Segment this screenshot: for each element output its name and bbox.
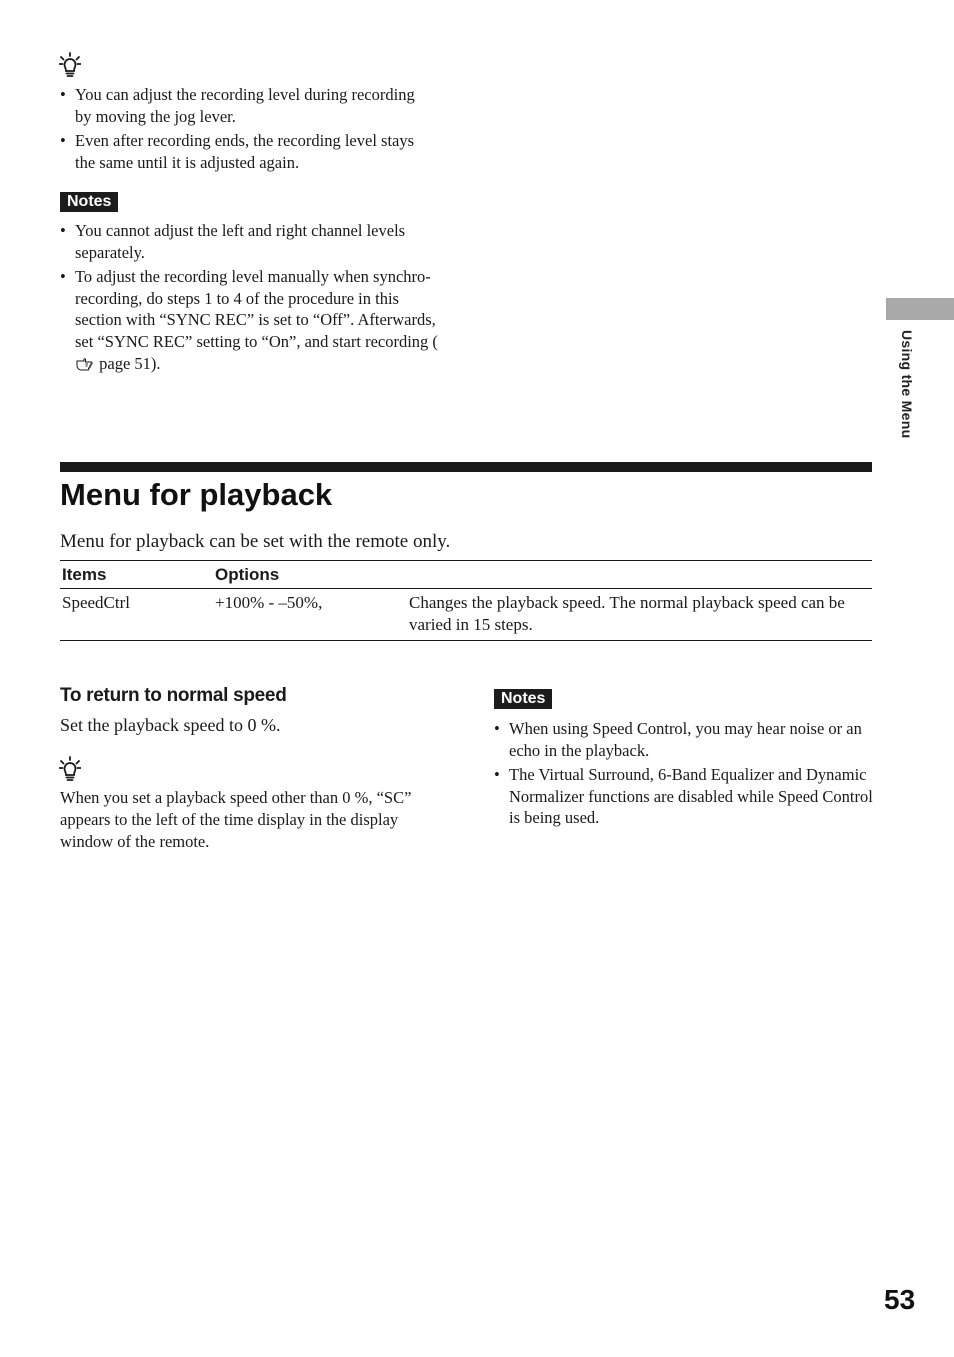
table-row xyxy=(60,589,872,641)
top-tip-list xyxy=(60,84,430,176)
note-item-text: page 51). xyxy=(95,353,161,373)
section-intro: Menu for playback can be set with the remote only. xyxy=(60,531,451,552)
lightbulb-icon xyxy=(59,756,81,782)
right-notes-list xyxy=(494,718,874,832)
note-item xyxy=(60,266,438,374)
table-cell-description: Changes the playback speed. The normal playback speed can be varied in 15 steps. xyxy=(407,589,872,641)
tip-item: • You can adjust the recording level during recording by moving the jog lever. xyxy=(60,84,430,127)
note-item: • You cannot adjust the left and right channel levels separately. xyxy=(60,220,438,263)
playback-menu-table xyxy=(60,560,872,641)
section-title: Menu for playback xyxy=(60,477,333,512)
page-number: 53 xyxy=(884,1284,916,1315)
table-header-items: Items xyxy=(60,561,213,589)
note-item: • The Virtual Surround, 6-Band Equalizer and Dynamic Normalizer functions are disabled while Speed Control is being used. xyxy=(494,764,874,829)
bottom-tip-text: When you set a playback speed other than 0 %, “SC” appears to the left of the time display in the display window of the remote. xyxy=(60,788,412,851)
subheading: To return to normal speed xyxy=(60,685,287,706)
note-item-text: To adjust the recording level manually when synchro-recording, do steps 1 to 4 of the procedure in this section with “SYNC REC” is set to “Off”. Afterwards, set “SYNC REC” setting to “On”, and start recording ( xyxy=(75,267,438,351)
side-tab-label: Using the Menu xyxy=(899,330,915,439)
note-item: • When using Speed Control, you may hear noise or an echo in the playback. xyxy=(494,718,874,761)
top-notes-list xyxy=(60,220,438,377)
bottom-tip-block xyxy=(59,756,81,787)
table-header-row xyxy=(60,561,872,589)
side-tab xyxy=(886,298,954,320)
table-cell-option: +100% - –50%, xyxy=(213,589,407,641)
pointing-hand-icon xyxy=(75,357,95,371)
lightbulb-icon xyxy=(59,52,81,78)
table-header-options: Options xyxy=(213,561,407,589)
tip-item: • Even after recording ends, the recording level stays the same until it is adjusted again. xyxy=(60,130,430,173)
section-divider-bar xyxy=(60,462,872,472)
top-tip-block xyxy=(59,52,81,83)
notes-badge-label: Notes xyxy=(60,192,118,212)
table-header-description xyxy=(407,561,872,589)
table-cell-item: SpeedCtrl xyxy=(60,589,213,641)
notes-badge xyxy=(494,689,552,709)
notes-badge xyxy=(60,192,118,212)
subheading-text: Set the playback speed to 0 %. xyxy=(60,715,281,735)
notes-badge-label: Notes xyxy=(494,689,552,709)
